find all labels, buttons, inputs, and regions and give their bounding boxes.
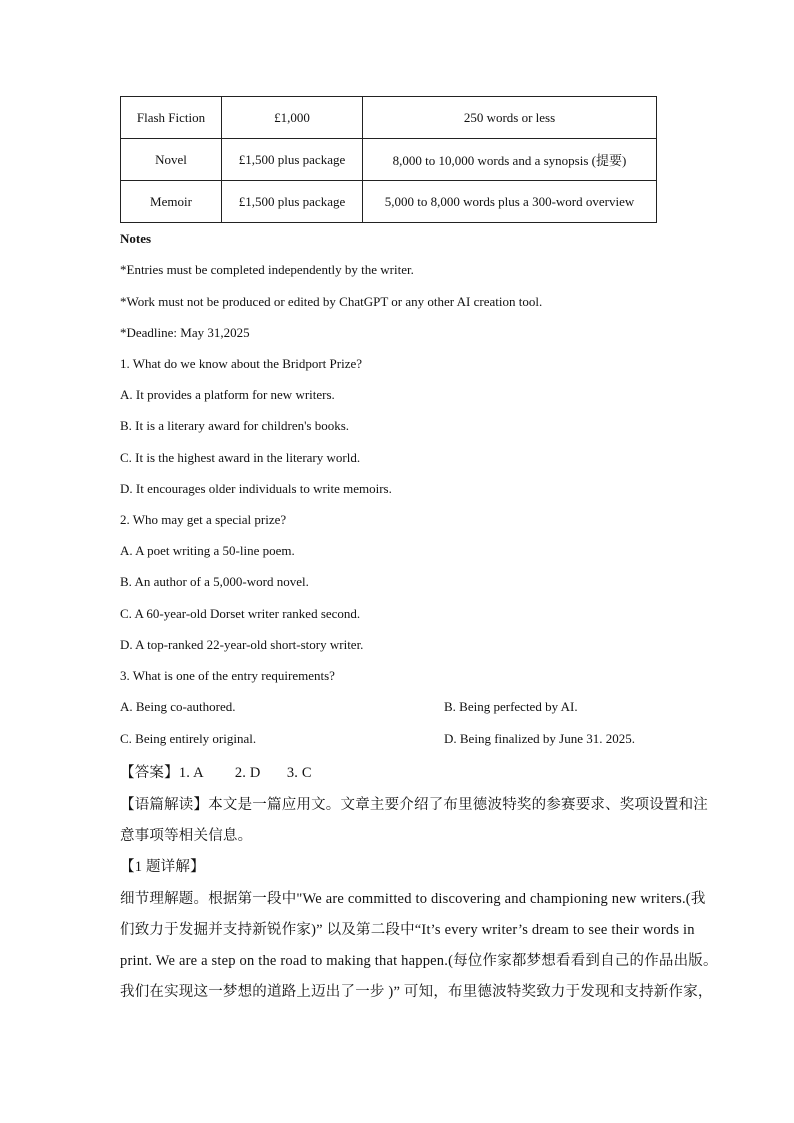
answer-item: 3. C [286,765,312,781]
table-row [121,181,657,223]
table-cell: 5,000 to 8,000 words plus a 300-word overview [363,181,657,223]
table-cell: 250 words or less [363,97,657,139]
table-cell: £1,000 [222,97,363,139]
question-2-option-a: A. A poet writing a 50-line poem. [120,543,295,558]
notes-heading: Notes [120,231,152,246]
detail-line: 细节理解题。根据第一段中"We are committed to discovering and championing new writers.(我 [120,891,706,907]
question-1-option-b: B. It is a literary award for children's books. [120,418,350,433]
note-item: *Work must not be produced or edited by ChatGPT or any other AI creation tool. [120,294,543,309]
table-cell: Novel [121,139,222,181]
question-2-option-b: B. An author of a 5,000-word novel. [120,574,309,589]
question-1-option-a: A. It provides a platform for new writers. [120,387,335,402]
question-3-option-c: C. Being entirely original. [120,731,257,746]
question-1-option-d: D. It encourages older individuals to write memoirs. [120,481,392,496]
answer-line [120,761,312,782]
table-row [121,97,657,139]
table-cell: Memoir [121,181,222,223]
table-cell: 8,000 to 10,000 words and a synopsis (提要) [363,139,657,181]
detail-line: 我们在实现这一梦想的道路上迈出了一步 )” 可知，布里德波特奖致力于发现和支持新作家， [120,984,713,1000]
analysis-line: 【语篇解读】本文是一篇应用文。文章主要介绍了布里德波特奖的参赛要求、奖项设置和注 [120,797,708,813]
question-1-stem: 1. What do we know about the Bridport Prize? [120,356,363,371]
question-1-detail-heading: 【1 题详解】 [120,859,205,875]
answer-label: 【答案】 [120,765,179,781]
answer-item: 1. A [178,765,204,781]
answer-item: 2. D [234,765,261,781]
prize-table [120,96,657,223]
analysis-line: 意事项等相关信息。 [120,828,253,844]
detail-line: print. We are a step on the road to making that happen.(每位作家都梦想看看到自己的作品出版。 [120,953,718,969]
table-row [121,139,657,181]
table-cell: Flash Fiction [121,97,222,139]
detail-line: 们致力于发掘并支持新锐作家)” 以及第二段中“It’s every writer’s dream to see their words in [120,922,695,938]
question-2-option-d: D. A top-ranked 22-year-old short-story writer. [120,637,364,652]
question-3-option-d: D. Being finalized by June 31. 2025. [444,731,635,746]
table-cell: £1,500 plus package [222,139,363,181]
question-1-option-c: C. It is the highest award in the literary world. [120,450,361,465]
table-cell: £1,500 plus package [222,181,363,223]
question-3-stem: 3. What is one of the entry requirements? [120,668,335,683]
question-2-option-c: C. A 60-year-old Dorset writer ranked second. [120,606,361,621]
question-3-option-a: A. Being co-authored. [120,699,236,714]
question-3-option-b: B. Being perfected by AI. [444,699,578,714]
note-item: *Deadline: May 31,2025 [120,325,250,340]
note-item: *Entries must be completed independently by the writer. [120,262,414,277]
question-2-stem: 2. Who may get a special prize? [120,512,287,527]
